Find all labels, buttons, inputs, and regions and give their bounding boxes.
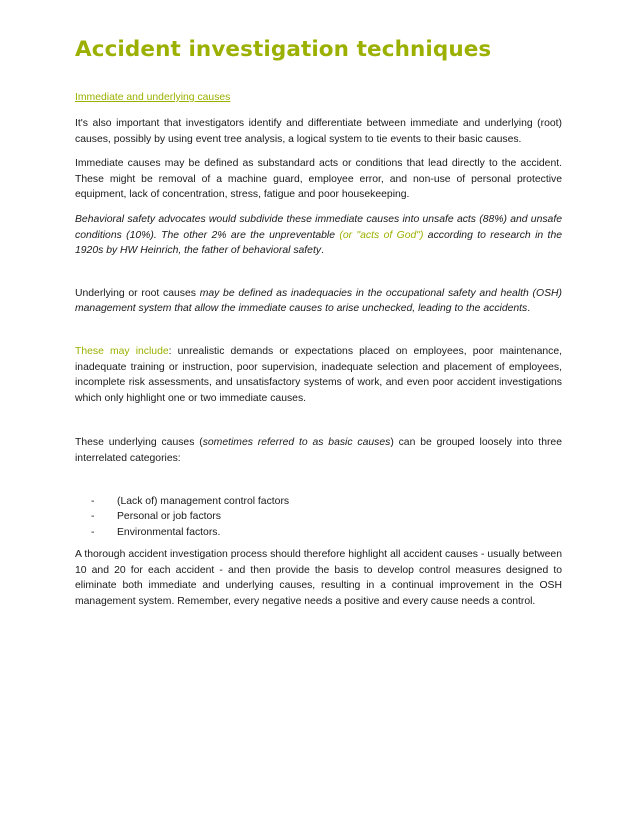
- behavioral-text-b: according to research in the 1920s by HW Heinrich, the father of behavioral safety: [75, 229, 562, 257]
- categories-italic: sometimes referred to as basic causes: [202, 437, 391, 449]
- list-marker: -: [91, 495, 95, 507]
- root-causes-text-a: Underlying or root causes: [75, 287, 200, 299]
- root-causes-text-end: .: [527, 303, 531, 315]
- list-marker: -: [91, 511, 95, 523]
- list-item-label: Personal or job factors: [117, 511, 221, 523]
- list-item: [91, 525, 562, 541]
- document-body: [75, 34, 562, 610]
- paragraph-conclusion: A thorough accident investigation process should therefore highlight all accident causes - usually between 10 and 20 for each accident - and then provide the basis to develop control measures designed to eliminate both immediate and underlying causes, resulting in a continual improvement in the OSH management system. Remember, every negative needs a positive and every cause needs a control.: [75, 549, 562, 608]
- paragraph-behavioral-safety: [75, 212, 562, 259]
- list-item: [91, 509, 562, 525]
- paragraph-root-causes: [75, 286, 562, 317]
- list-item: [91, 494, 562, 510]
- categories-list: [75, 494, 562, 541]
- categories-text-a: These underlying causes (: [75, 437, 203, 449]
- list-marker: -: [91, 526, 95, 538]
- list-item-label: (Lack of) management control factors: [117, 495, 290, 507]
- paragraph-categories-intro: [75, 435, 562, 466]
- may-include-text: : unrealistic demands or expectations placed on employees, poor maintenance, inadequate training or instruction, poor supervision, inadequate selection and placement of employees, incomplete risk assessments, and unsatisfactory systems of work, and even poor accident investigations which only highlight one or two immediate causes.: [75, 345, 562, 404]
- categories-text-b: ) can be grouped loosely into three interrelated categories:: [75, 437, 562, 464]
- paragraph-intro: It's also important that investigators identify and differentiate between immediate and underlying (root) causes, possibly by using event tree analysis, a logical system to tie events to their basic causes.: [75, 118, 562, 145]
- acts-of-god-highlight: (or "acts of God"): [339, 229, 424, 241]
- may-include-highlight: These may include: [75, 345, 169, 357]
- root-causes-text-b: may be defined as inadequacies in the occupational safety and health (OSH) management system that allow the immediate causes to arise unchecked, leading to the accidents: [75, 287, 562, 315]
- paragraph-may-include: [75, 344, 562, 406]
- behavioral-text-a: Behavioral safety advocates would subdivide these immediate causes into unsafe acts (88%) and unsafe conditions (10%). The other 2% are the unpreventable: [75, 213, 562, 241]
- behavioral-text-end: .: [321, 245, 324, 257]
- section-subheading: Immediate and underlying causes: [75, 92, 231, 103]
- paragraph-immediate-causes: Immediate causes may be defined as substandard acts or conditions that lead directly to the accident. These might be removal of a machine guard, employee error, and non-use of personal protective equipment, lack of concentration, stress, fatigue and poor housekeeping.: [75, 158, 562, 201]
- list-item-label: Environmental factors.: [117, 526, 221, 538]
- page-title: Accident investigation techniques: [75, 37, 492, 62]
